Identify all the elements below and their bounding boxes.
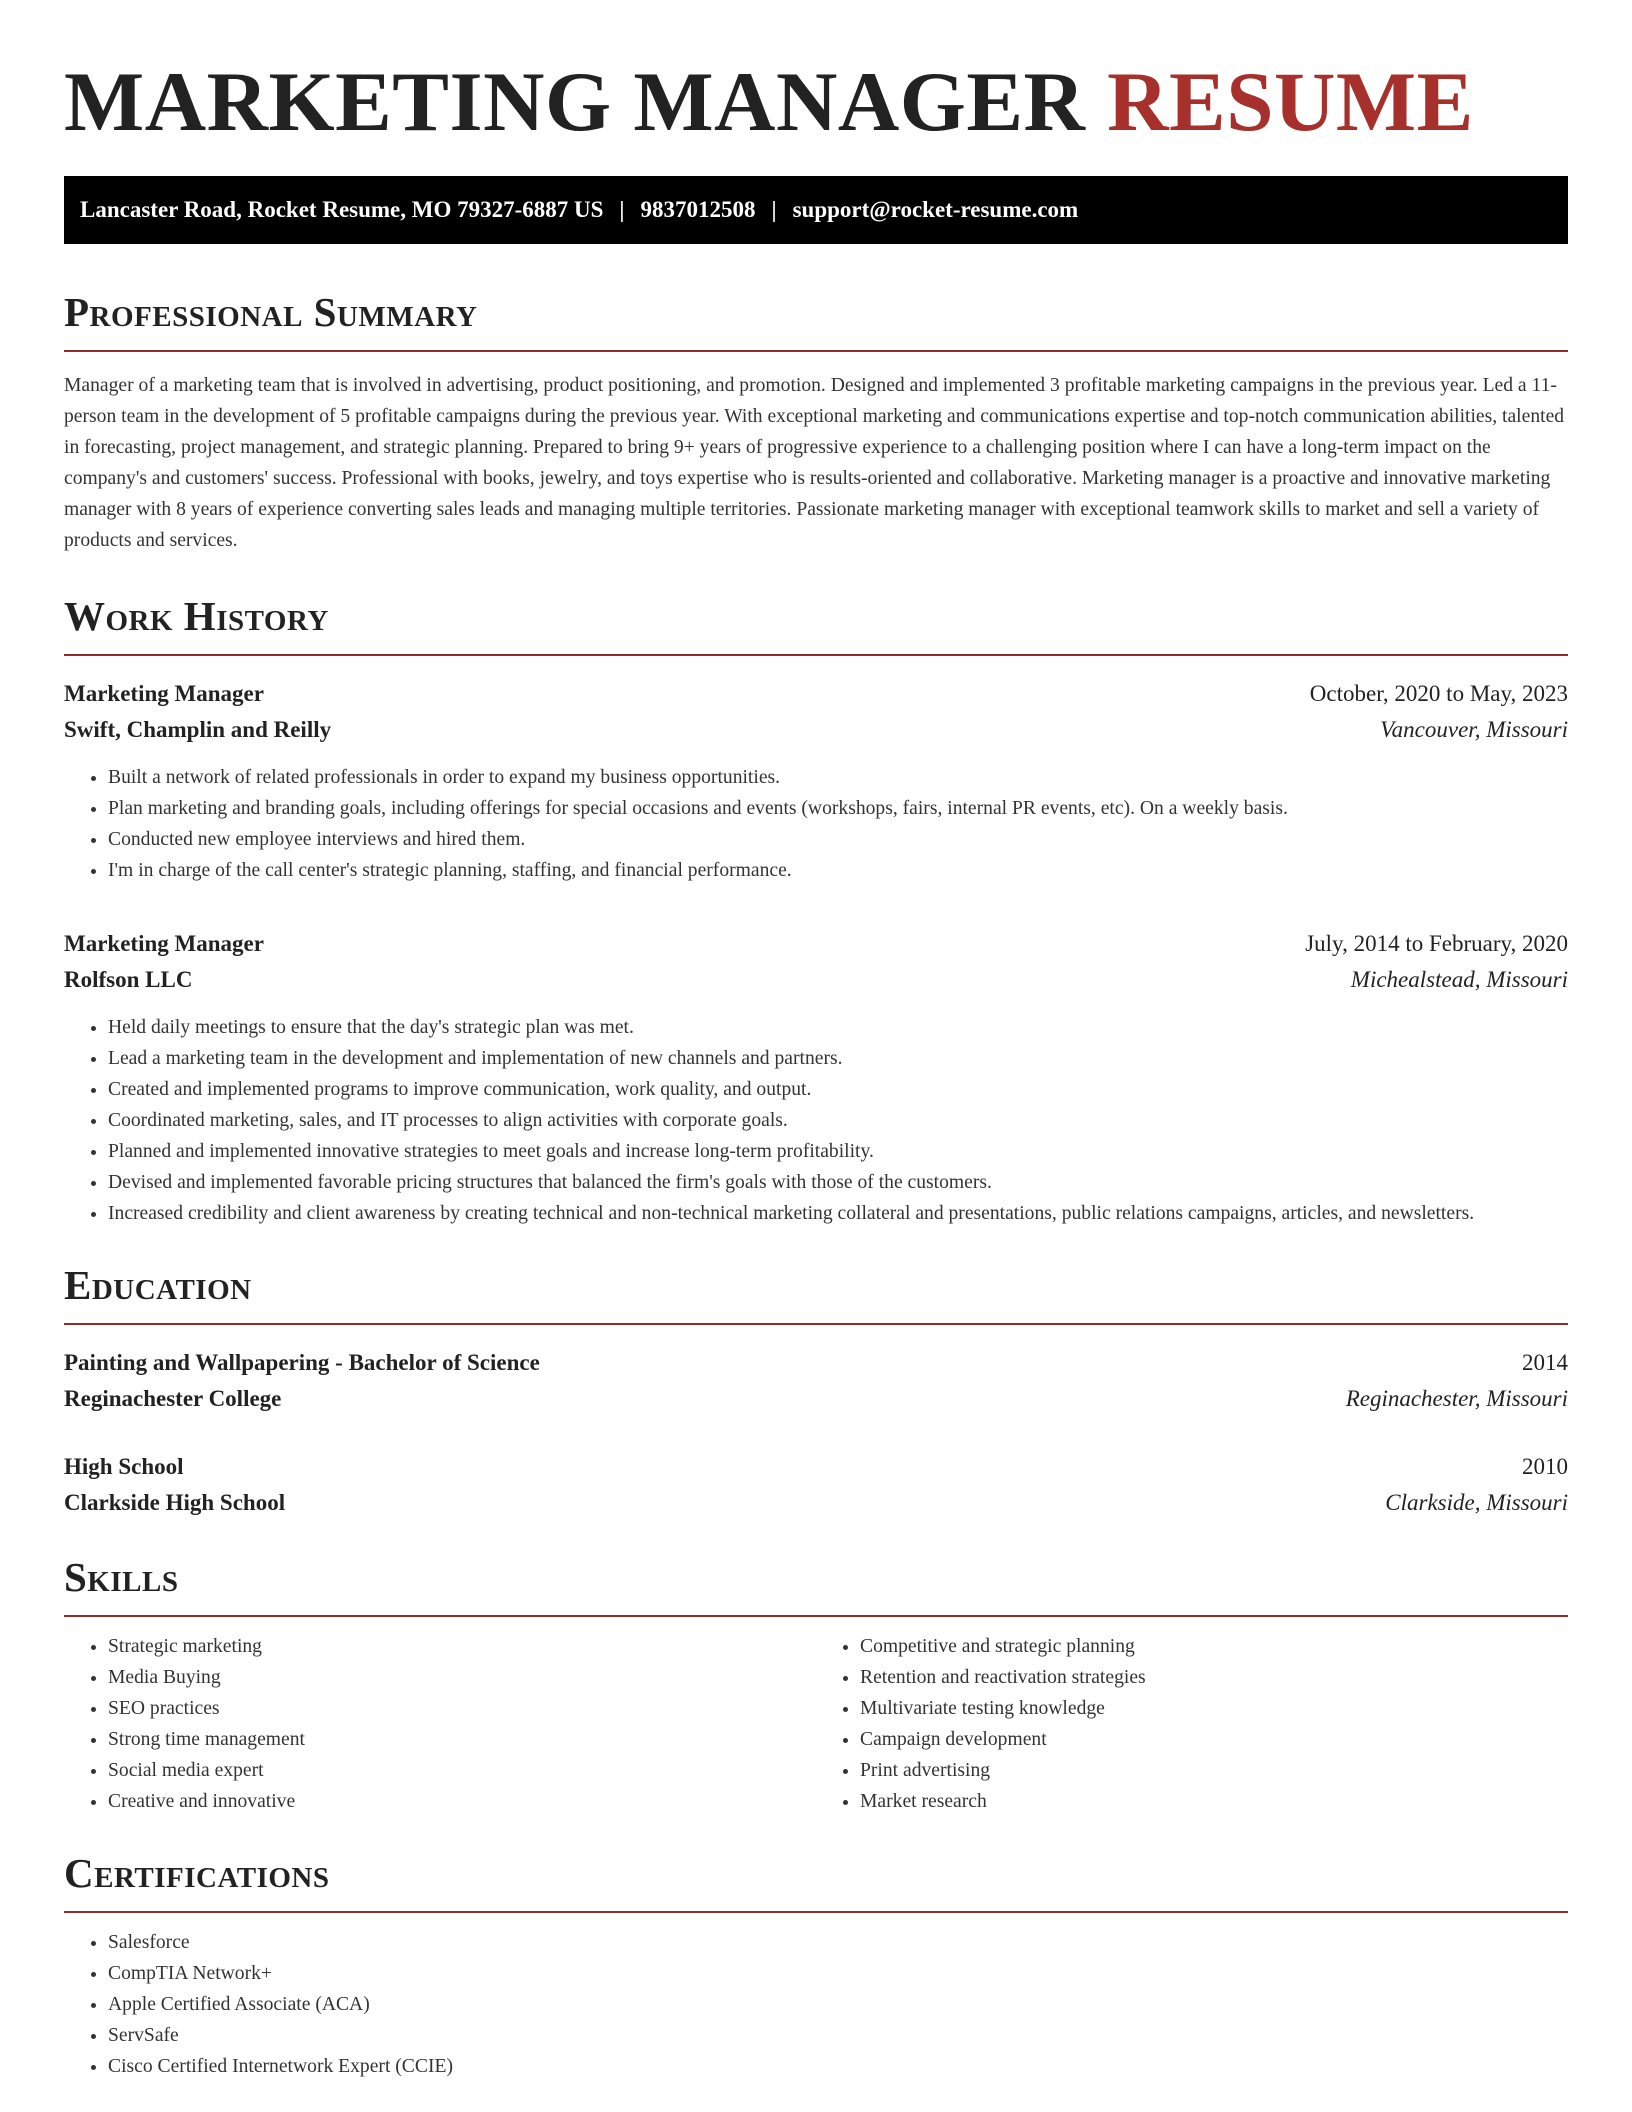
skills-section: [64, 1553, 1568, 1817]
page-title: [64, 52, 1568, 152]
job-company: Swift, Champlin and Reilly: [64, 717, 332, 742]
education-degree: High School: [64, 1454, 184, 1479]
education-entry: [64, 1345, 1568, 1417]
skill-item: • Creative and innovative: [108, 1786, 816, 1817]
education-degree: Painting and Wallpapering - Bachelor of Science: [64, 1350, 540, 1375]
job-entry: [64, 926, 1568, 1229]
skill-item: • Print advertising: [860, 1755, 1568, 1786]
title-main: MARKETING MANAGER: [64, 55, 1086, 149]
job-bullet: • Created and implemented programs to improve communication, work quality, and output.: [108, 1074, 1568, 1105]
certification-item: • ServSafe: [108, 2020, 1568, 2051]
job-bullet: • Increased credibility and client awareness by creating technical and non-technical marketing collateral and presentations, public relations campaigns, articles, and newsletters.: [108, 1198, 1568, 1229]
work-history-heading: Work History: [64, 593, 329, 639]
skill-item: • Campaign development: [860, 1724, 1568, 1755]
contact-bar: [64, 176, 1568, 244]
contact-phone: 9837012508: [640, 197, 756, 222]
job-location: Vancouver, Missouri: [1380, 717, 1568, 742]
skill-item: • Social media expert: [108, 1755, 816, 1786]
skill-item: • SEO practices: [108, 1693, 816, 1724]
job-bullet: • Built a network of related professionals in order to expand my business opportunities.: [108, 762, 1568, 793]
skills-columns: [64, 1631, 1568, 1817]
skill-item: • Strong time management: [108, 1724, 816, 1755]
certifications-list: [64, 1927, 1568, 2082]
job-company: Rolfson LLC: [64, 967, 193, 992]
summary-heading: Professional Summary: [64, 289, 478, 335]
skill-item: • Strategic marketing: [108, 1631, 816, 1662]
job-bullet: • Held daily meetings to ensure that the day's strategic plan was met.: [108, 1012, 1568, 1043]
education-entry: [64, 1449, 1568, 1521]
skills-list-left: [64, 1631, 816, 1817]
skill-item: • Multivariate testing knowledge: [860, 1693, 1568, 1724]
section-divider: [64, 1911, 1568, 1913]
job-bullet: • Plan marketing and branding goals, including offerings for special occasions and events (workshops, fairs, internal PR events, etc). On a weekly basis.: [108, 793, 1568, 824]
contact-separator: |: [771, 197, 777, 222]
job-location: Michealstead, Missouri: [1350, 967, 1568, 992]
job-bullet: • Coordinated marketing, sales, and IT processes to align activities with corporate goals.: [108, 1105, 1568, 1136]
contact-email: support@rocket-resume.com: [792, 197, 1079, 222]
job-bullet: • Lead a marketing team in the development and implementation of new channels and partners.: [108, 1043, 1568, 1074]
section-divider: [64, 350, 1568, 352]
job-role: Marketing Manager: [64, 931, 264, 956]
job-bullets: [64, 1012, 1568, 1229]
job-entry: [64, 676, 1568, 886]
certification-item: • CompTIA Network+: [108, 1958, 1568, 1989]
education-location: Clarkside, Missouri: [1385, 1490, 1568, 1515]
contact-separator: |: [619, 197, 625, 222]
certification-item: • Salesforce: [108, 1927, 1568, 1958]
skills-list-right: [816, 1631, 1568, 1817]
section-divider: [64, 1615, 1568, 1617]
title-accent: RESUME: [1107, 55, 1474, 149]
job-bullet: • Planned and implemented innovative strategies to meet goals and increase long-term profitability.: [108, 1136, 1568, 1167]
contact-address: Lancaster Road, Rocket Resume, MO 79327-6887 US: [80, 197, 604, 222]
skills-heading: Skills: [64, 1554, 179, 1600]
skill-item: • Competitive and strategic planning: [860, 1631, 1568, 1662]
job-role: Marketing Manager: [64, 681, 264, 706]
education-school: Reginachester College: [64, 1386, 282, 1411]
education-location: Reginachester, Missouri: [1345, 1386, 1568, 1411]
job-dates: October, 2020 to May, 2023: [1309, 681, 1568, 706]
job-bullet: • Conducted new employee interviews and hired them.: [108, 824, 1568, 855]
certifications-heading: Certifications: [64, 1850, 330, 1896]
certifications-section: [64, 1849, 1568, 2082]
summary-text: Manager of a marketing team that is involved in advertising, product positioning, and promotion. Designed and implemented 3 profitable marketing campaigns in the previous year. Led a 11-person team in the development of 5 profitable campaigns during the previous year. With exceptional marketing and communications expertise and top-notch communication abilities, talented in forecasting, project management, and strategic planning. Prepared to bring 9+ years of progressive experience to a challenging position where I can have a long-term impact on the company's and customers' success. Professional with books, jewelry, and toys expertise who is results-oriented and collaborative. Marketing manager is a proactive and innovative marketing manager with 8 years of experience converting sales leads and managing multiple territories. Passionate marketing manager with exceptional teamwork skills to market and sell a variety of products and services.: [64, 375, 1565, 551]
section-divider: [64, 1323, 1568, 1325]
skill-item: • Market research: [860, 1786, 1568, 1817]
education-heading: Education: [64, 1262, 252, 1308]
education-section: [64, 1261, 1568, 1521]
summary-section: [64, 288, 1568, 556]
education-school: Clarkside High School: [64, 1490, 286, 1515]
education-year: 2014: [1522, 1350, 1568, 1375]
job-bullet: • Devised and implemented favorable pricing structures that balanced the firm's goals with those of the customers.: [108, 1167, 1568, 1198]
certification-item: • Cisco Certified Internetwork Expert (CCIE): [108, 2051, 1568, 2082]
section-divider: [64, 654, 1568, 656]
job-dates: July, 2014 to February, 2020: [1305, 931, 1568, 956]
job-bullets: [64, 762, 1568, 886]
education-year: 2010: [1522, 1454, 1568, 1479]
work-history-section: [64, 592, 1568, 1229]
certification-item: • Apple Certified Associate (ACA): [108, 1989, 1568, 2020]
skill-item: • Retention and reactivation strategies: [860, 1662, 1568, 1693]
job-bullet: • I'm in charge of the call center's strategic planning, staffing, and financial performance.: [108, 855, 1568, 886]
skill-item: • Media Buying: [108, 1662, 816, 1693]
